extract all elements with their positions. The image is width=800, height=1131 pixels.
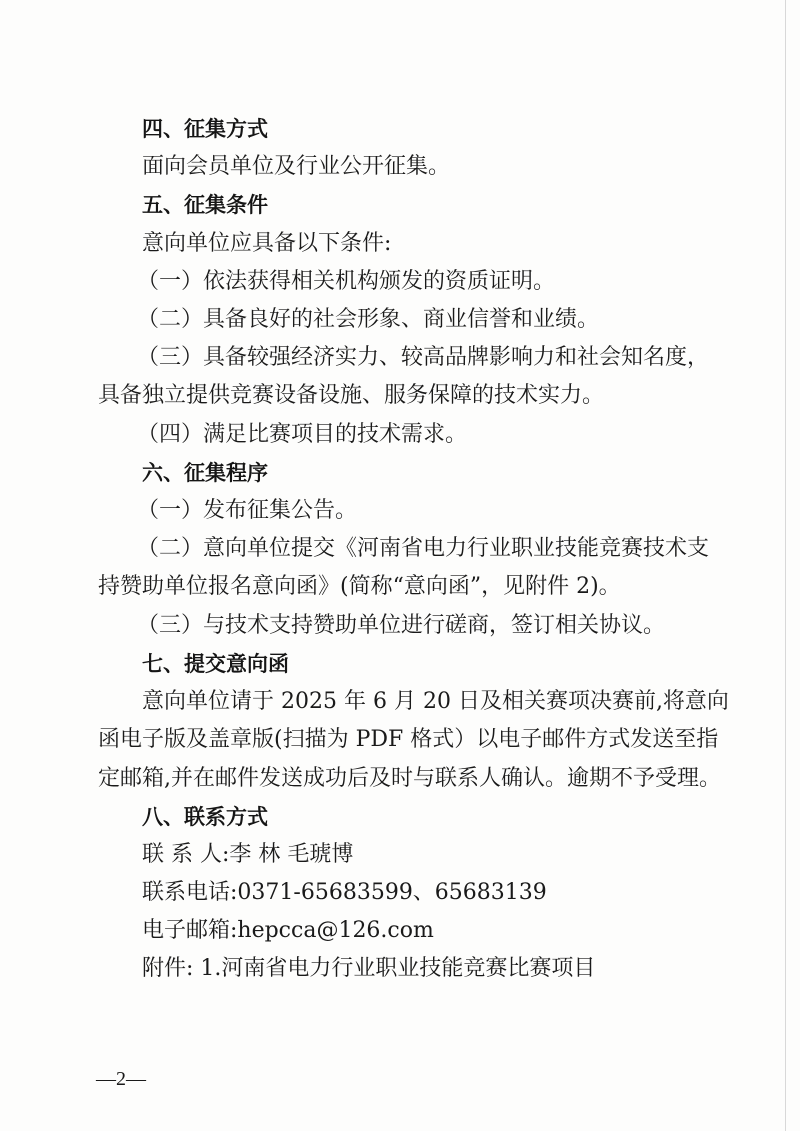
section-5-item-4: （四）满足比赛项目的技术需求。 [137, 422, 468, 447]
section-5-item-1: （一）依法获得相关机构颁发的资质证明。 [137, 269, 556, 294]
section-5-item-3-line-1: （三）具备较强经济实力、较高品牌影响力和社会知名度， [137, 345, 710, 370]
section-5-item-3-line-2: 具备独立提供竞赛设备设施、服务保障的技术实力。 [98, 383, 605, 408]
section-5-heading: 五、征集条件 [142, 193, 268, 217]
contact-person: 联 系 人:李 林 毛琥博 [142, 842, 354, 867]
section-7-heading: 七、提交意向函 [142, 652, 289, 676]
contact-email: 电子邮箱:hepcca@126.com [142, 918, 434, 943]
section-7-line-2: 函电子版及盖章版(扫描为 PDF 格式）以电子邮件方式发送至指 [98, 727, 719, 752]
section-7-line-1: 意向单位请于 2025 年 6 月 20 日及相关赛项决赛前,将意向 [142, 689, 729, 714]
section-6-item-3: （三）与技术支持赞助单位进行磋商，签订相关协议。 [137, 613, 666, 638]
page-number: —2— [96, 1068, 146, 1090]
section-6-heading: 六、征集程序 [142, 461, 268, 485]
section-5-intro: 意向单位应具备以下条件: [142, 231, 392, 256]
section-7-line-3: 定邮箱,并在邮件发送成功后及时与联系人确认。逾期不予受理。 [98, 766, 721, 791]
section-4-heading: 四、征集方式 [142, 117, 268, 141]
section-5-item-2: （二）具备良好的社会形象、商业信誉和业绩。 [137, 307, 600, 332]
attachment-note: 附件: 1.河南省电力行业职业技能竞赛比赛项目 [142, 956, 596, 981]
section-6-item-1: （一）发布征集公告。 [137, 498, 358, 523]
section-6-item-2-line-2: 持赞助单位报名意向函》(简称“意向函”，见附件 2)。 [98, 574, 621, 599]
scan-edge-line [785, 0, 786, 1131]
contact-phone: 联系电话:0371-65683599、65683139 [142, 880, 547, 905]
section-6-item-2-line-1: （二）意向单位提交《河南省电力行业职业技能竞赛技术支 [137, 536, 710, 561]
section-8-heading: 八、联系方式 [142, 805, 268, 829]
section-4-paragraph: 面向会员单位及行业公开征集。 [142, 154, 451, 179]
